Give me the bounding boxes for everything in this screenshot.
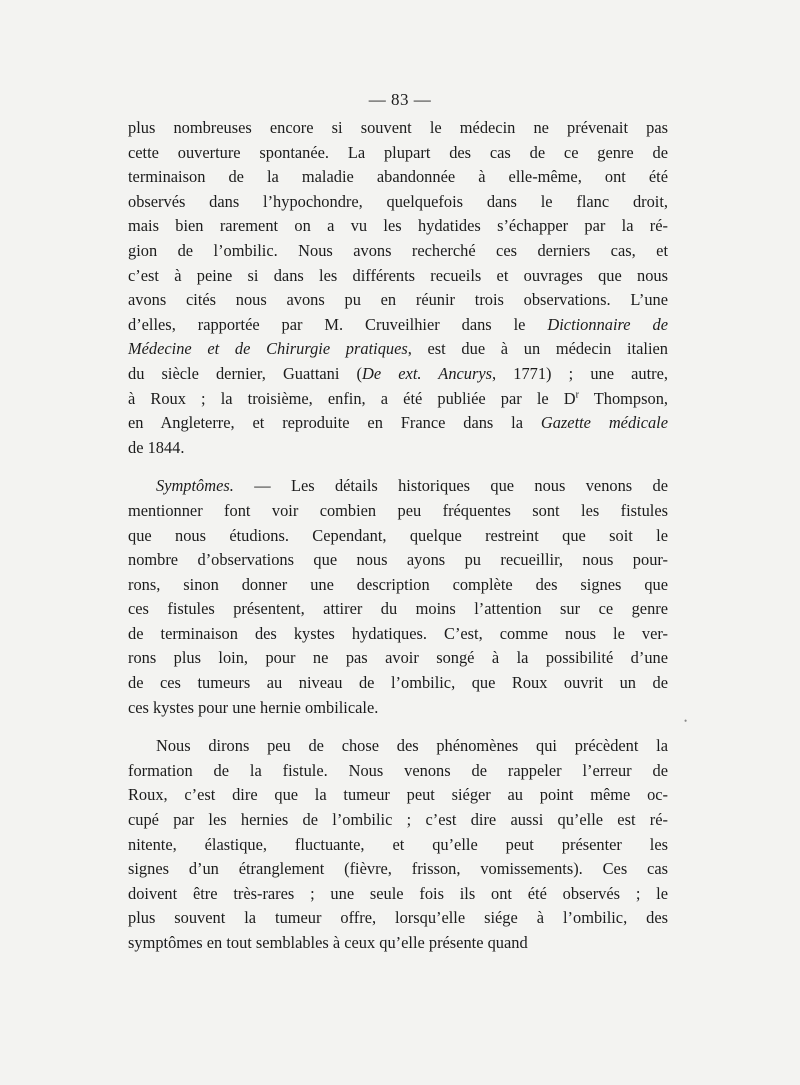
text-run: plus nombreuses encore si souvent le médecin ne prévenait pas	[128, 118, 668, 137]
text-line	[128, 524, 668, 549]
text-run: de 1844.	[128, 437, 185, 457]
text-run: cette ouverture spontanée. La plupart des cas de ce genre de	[128, 142, 668, 162]
text-line	[128, 573, 668, 598]
text-line	[128, 622, 668, 647]
text-line	[128, 141, 668, 166]
text-run: de ces tumeurs au niveau de l’ombilic, que Roux ouvrit un de	[128, 673, 668, 693]
text-run: observés dans l’hypochondre, quelquefois dans le flanc droit,	[128, 191, 668, 211]
text-run: mentionner font voir combien peu fréquentes sont les fistules	[128, 500, 668, 520]
text-run: ces fistules présentent, attirer du moins l’attention sur ce genre	[128, 599, 668, 619]
italic-text: Gazette médicale	[540, 413, 668, 433]
text-run: d’elles, rapportée par M. Cruveilhier dans le	[128, 314, 548, 334]
text-line	[128, 474, 668, 499]
text-line	[128, 411, 668, 436]
text-run: doivent être très-rares ; une seule fois ils ont été observés ; le	[128, 883, 668, 903]
text-line	[128, 239, 668, 264]
text-line	[128, 759, 668, 784]
text-line	[128, 833, 668, 858]
text-run: cupé par les hernies de l’ombilic ; c’est dire aussi qu’elle est ré-	[128, 810, 668, 830]
text-line	[128, 882, 668, 907]
text-run: Nous dirons peu de chose des phénomènes qui précèdent la	[156, 736, 668, 756]
paragraph	[128, 474, 668, 720]
text-line	[128, 857, 668, 882]
paragraph	[128, 116, 668, 460]
text-run: avons cités nous avons pu en réunir trois observations. L’une	[128, 290, 668, 310]
text-line	[128, 436, 668, 461]
text-run: formation de la fistule. Nous venons de rappeler l’erreur de	[128, 760, 668, 780]
text-run: , est due à un médecin italien	[407, 339, 668, 359]
italic-text: Dictionnaire de	[547, 314, 668, 334]
text-line	[128, 288, 668, 313]
text-line	[128, 548, 668, 573]
text-line	[128, 116, 668, 141]
text-line	[128, 696, 668, 721]
text-line	[128, 337, 668, 362]
text-line	[128, 264, 668, 289]
text-run: , 1771) ; une autre,	[492, 363, 668, 383]
text-run: ces kystes pour une hernie ombilicale.	[128, 697, 379, 717]
text-line	[128, 313, 668, 338]
text-line	[128, 734, 668, 759]
text-run: du siècle dernier, Guattani (	[128, 363, 363, 383]
text-line	[128, 906, 668, 931]
paragraph-gap	[128, 720, 668, 734]
text-run: Roux, c’est dire que la tumeur peut siéger au point même oc-	[128, 785, 668, 805]
text-run: gion de l’ombilic. Nous avons recherché ces derniers cas, et	[128, 240, 668, 260]
text-run: de terminaison des kystes hydatiques. C’est, comme nous le ver-	[128, 623, 668, 643]
text-line	[128, 214, 668, 239]
text-run: Thompson,	[578, 388, 668, 408]
text-run: terminaison de la maladie abandonnée à elle-même, ont été	[128, 167, 668, 187]
text-line	[128, 499, 668, 524]
page-number: — 83 —	[368, 90, 432, 109]
text-run: en Angleterre, et reproduite en France dans la	[128, 413, 541, 433]
text-run: plus souvent la tumeur offre, lorsqu’elle siége à l’ombilic, des	[128, 908, 668, 928]
text-line	[128, 646, 668, 671]
text-run: nombre d’observations que nous ayons pu recueillir, nous pour-	[128, 550, 668, 570]
text-line	[128, 362, 668, 387]
text-line	[128, 165, 668, 190]
text-run: signes d’un étranglement (fièvre, frisson, vomissements). Ces cas	[128, 859, 668, 879]
text-line	[128, 931, 668, 956]
text-line	[128, 783, 668, 808]
italic-text: De ext. Ancurys	[362, 363, 493, 383]
text-run: que nous étudions. Cependant, quelque restreint que soit le	[128, 525, 668, 545]
text-line	[128, 671, 668, 696]
text-run: — Les détails historiques que nous venons de	[233, 476, 668, 496]
paragraph	[128, 734, 668, 955]
body-text	[128, 116, 668, 956]
italic-text: Médecine et de Chirurgie pratiques	[128, 339, 408, 359]
text-run: c’est à peine si dans les différents recueils et ouvrages que nous	[128, 265, 668, 285]
text-run: rons, sinon donner une description complète des signes que	[128, 574, 668, 594]
text-run: à Roux ; la troisième, enfin, a été publiée par le D	[128, 388, 576, 408]
text-run: rons plus loin, pour ne pas avoir songé à la possibilité d’une	[128, 648, 668, 668]
text-run: symptômes en tout semblables à ceux qu’elle présente quand	[128, 933, 528, 952]
text-line	[128, 190, 668, 215]
text-line	[128, 808, 668, 833]
italic-text: Symptômes.	[156, 476, 234, 496]
text-line	[128, 387, 668, 412]
paragraph-gap	[128, 460, 668, 474]
speck-mark: •	[684, 716, 688, 726]
text-run: nitente, élastique, fluctuante, et qu’elle peut présenter les	[128, 834, 668, 854]
superscript-text: r	[575, 389, 579, 401]
text-line	[128, 597, 668, 622]
text-run: mais bien rarement on a vu les hydatides s’échapper par la ré-	[128, 216, 668, 236]
